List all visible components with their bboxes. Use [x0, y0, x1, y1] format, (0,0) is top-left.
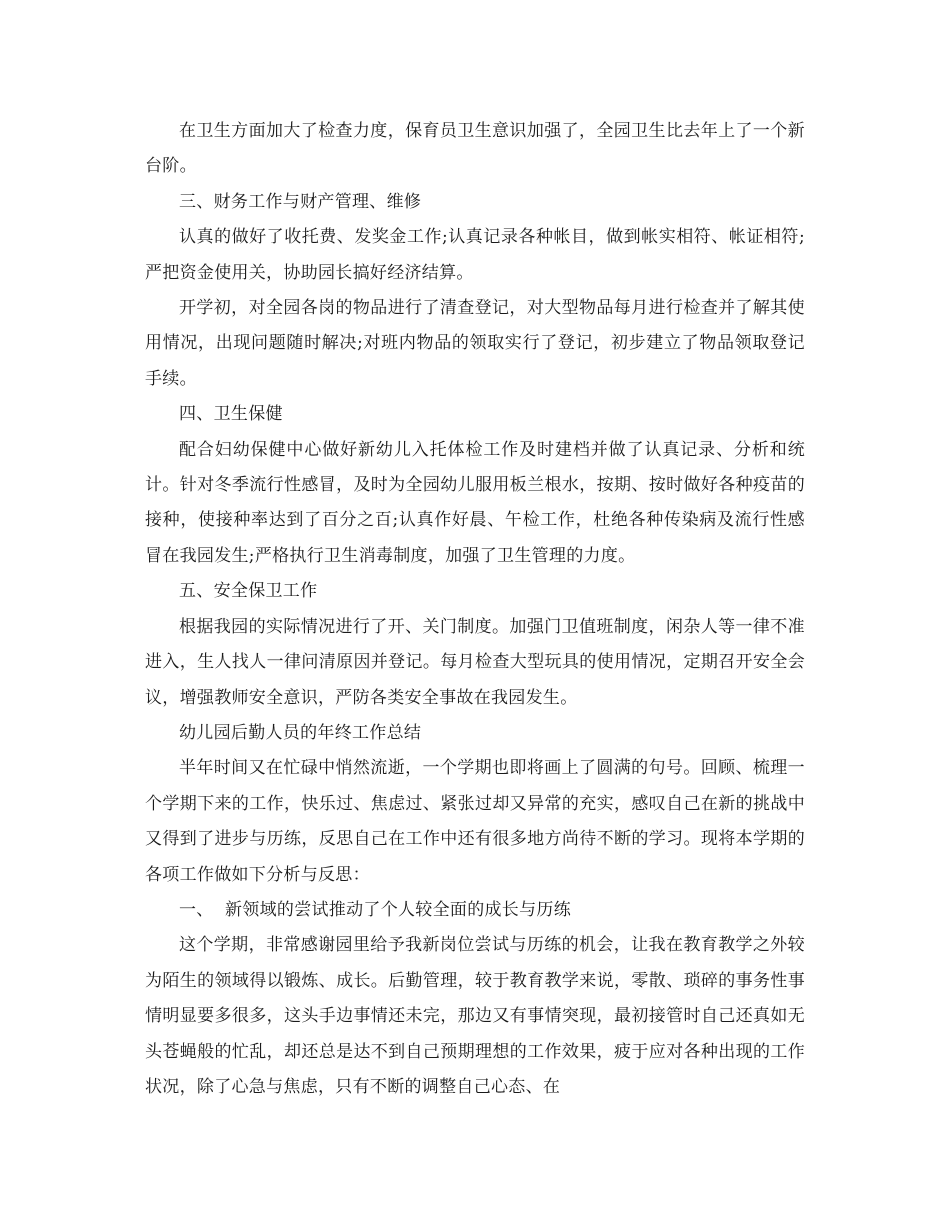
paragraph-hygiene-inspection: 在卫生方面加大了检查力度，保育员卫生意识加强了，全园卫生比去年上了一个新台阶。	[145, 121, 805, 177]
heading-new-field-growth: 一、 新领域的尝试推动了个人较全面的成长与历练	[179, 899, 572, 920]
document-body	[145, 114, 805, 1105]
heading-year-end-summary: 幼儿园后勤人员的年终工作总结	[179, 722, 422, 743]
heading-finance-property: 三、财务工作与财产管理、维修	[179, 191, 422, 212]
paragraph-logistics-management: 这个学期，非常感谢园里给予我新岗位尝试与历练的机会，让我在教育教学之外较为陌生的领域得以锻炼、成长。后勤管理，较于教育教学来说，零散、琐碎的事务性事情明显要多很多，这头手边事情还未完，那边又有事情突现，最初接管时自己还真如无头苍蝇般的忙乱，却还总是达不到自己预期理想的工作效果，疲于应对各种出现的工作状况，除了心急与焦虑，只有不断的调整自己心态、在	[145, 935, 805, 1097]
heading-health-care: 四、卫生保健	[179, 404, 283, 425]
paragraph-finance-records: 认真的做好了收托费、发奖金工作;认真记录各种帐目，做到帐实相符、帐证相符;严把资金使用关，协助园长搞好经济结算。	[145, 227, 805, 283]
paragraph-property-inventory: 开学初，对全园各岗的物品进行了清查登记，对大型物品每月进行检查并了解其使用情况，出现问题随时解决;对班内物品的领取实行了登记，初步建立了物品领取登记手续。	[145, 298, 805, 389]
heading-safety-security: 五、安全保卫工作	[179, 581, 318, 602]
paragraph-health-care: 配合妇幼保健中心做好新幼儿入托体检工作及时建档并做了认真记录、分析和统计。针对冬季流行性感冒，及时为全园幼儿服用板兰根水，按期、按时做好各种疫苗的接种，使接种率达到了百分之百;认真作好晨、午检工作，杜绝各种传染病及流行性感冒在我园发生;严格执行卫生消毒制度，加强了卫生管理的力度。	[145, 439, 805, 566]
paragraph-semester-review: 半年时间又在忙碌中悄然流逝，一个学期也即将画上了圆满的句号。回顾、梳理一个学期下来的工作，快乐过、焦虑过、紧张过却又异常的充实，感叹自己在新的挑战中又得到了进步与历练，反思自己在工作中还有很多地方尚待不断的学习。现将本学期的各项工作做如下分析与反思：	[145, 758, 805, 885]
paragraph-safety-security: 根据我园的实际情况进行了开、关门制度。加强门卫值班制度，闲杂人等一律不准进入，生人找人一律问清原因并登记。每月检查大型玩具的使用情况，定期召开安全会议，增强教师安全意识，严防各类安全事故在我园发生。	[145, 616, 805, 708]
